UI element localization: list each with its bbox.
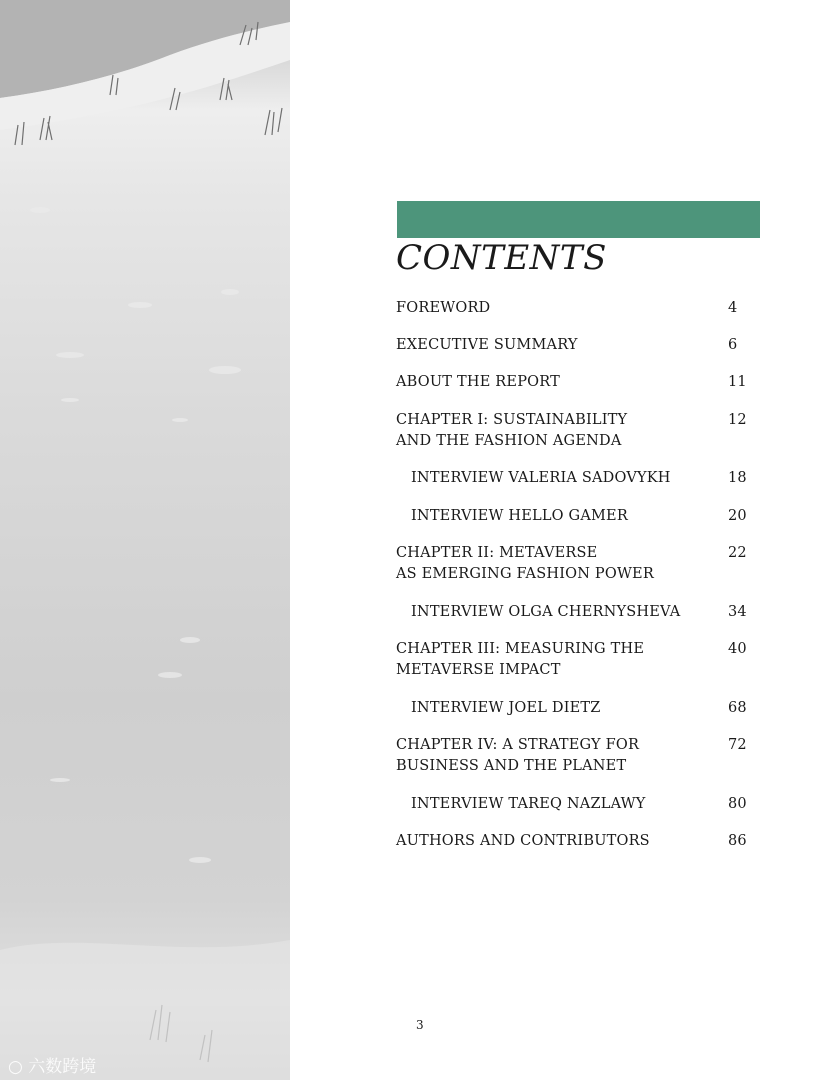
page-title: CONTENTS	[396, 238, 607, 278]
toc-entry-label: INTERVIEW OLGA CHERNYSHEVA	[411, 604, 681, 620]
toc-entry-page: 40	[728, 641, 747, 657]
toc-entry-label: ABOUT THE REPORT	[396, 374, 560, 390]
toc-entry-label: INTERVIEW VALERIA SADOVYKH	[411, 470, 671, 486]
watermark	[8, 1052, 96, 1077]
watermark-logo-icon: ○	[8, 1057, 23, 1077]
toc-entry-label: CHAPTER IV: A STRATEGY FOR BUSINESS AND THE PLANET	[396, 737, 640, 774]
toc-entry-label: EXECUTIVE SUMMARY	[396, 337, 578, 353]
toc-entry-page: 86	[728, 833, 747, 849]
toc-entry-label: CHAPTER II: METAVERSE AS EMERGING FASHION POWER	[396, 545, 654, 582]
toc-entry-label: CHAPTER I: SUSTAINABILITY AND THE FASHION AGENDA	[396, 412, 628, 449]
toc-entry-page: 11	[728, 374, 747, 390]
accent-bar	[397, 201, 760, 238]
toc-entry-label: INTERVIEW JOEL DIETZ	[411, 700, 601, 716]
snow-dune-photo	[0, 0, 290, 1080]
toc-entry-label: INTERVIEW HELLO GAMER	[411, 508, 628, 524]
toc-entry-label: INTERVIEW TAREQ NAZLAWY	[411, 796, 646, 812]
toc-entry-label: CHAPTER III: MEASURING THE METAVERSE IMPACT	[396, 641, 645, 678]
toc-entry-page: 6	[728, 337, 738, 353]
page-number: 3	[416, 1018, 424, 1032]
watermark-text: 六数跨境	[28, 1057, 97, 1077]
toc-entry-page: 4	[728, 300, 738, 316]
toc-entry-page: 20	[728, 508, 747, 524]
toc-entry-page: 34	[728, 604, 747, 620]
toc-entry-page: 22	[728, 545, 747, 561]
toc-entry-page: 72	[728, 737, 747, 753]
toc-entry-label: AUTHORS AND CONTRIBUTORS	[396, 833, 650, 849]
toc-entry-page: 80	[728, 796, 747, 812]
snow-dune-illustration	[0, 0, 290, 1080]
toc-entry-label: FOREWORD	[396, 300, 491, 316]
toc-entry-page: 18	[728, 470, 747, 486]
toc-entry-page: 68	[728, 700, 747, 716]
toc-entry-page: 12	[728, 412, 747, 428]
